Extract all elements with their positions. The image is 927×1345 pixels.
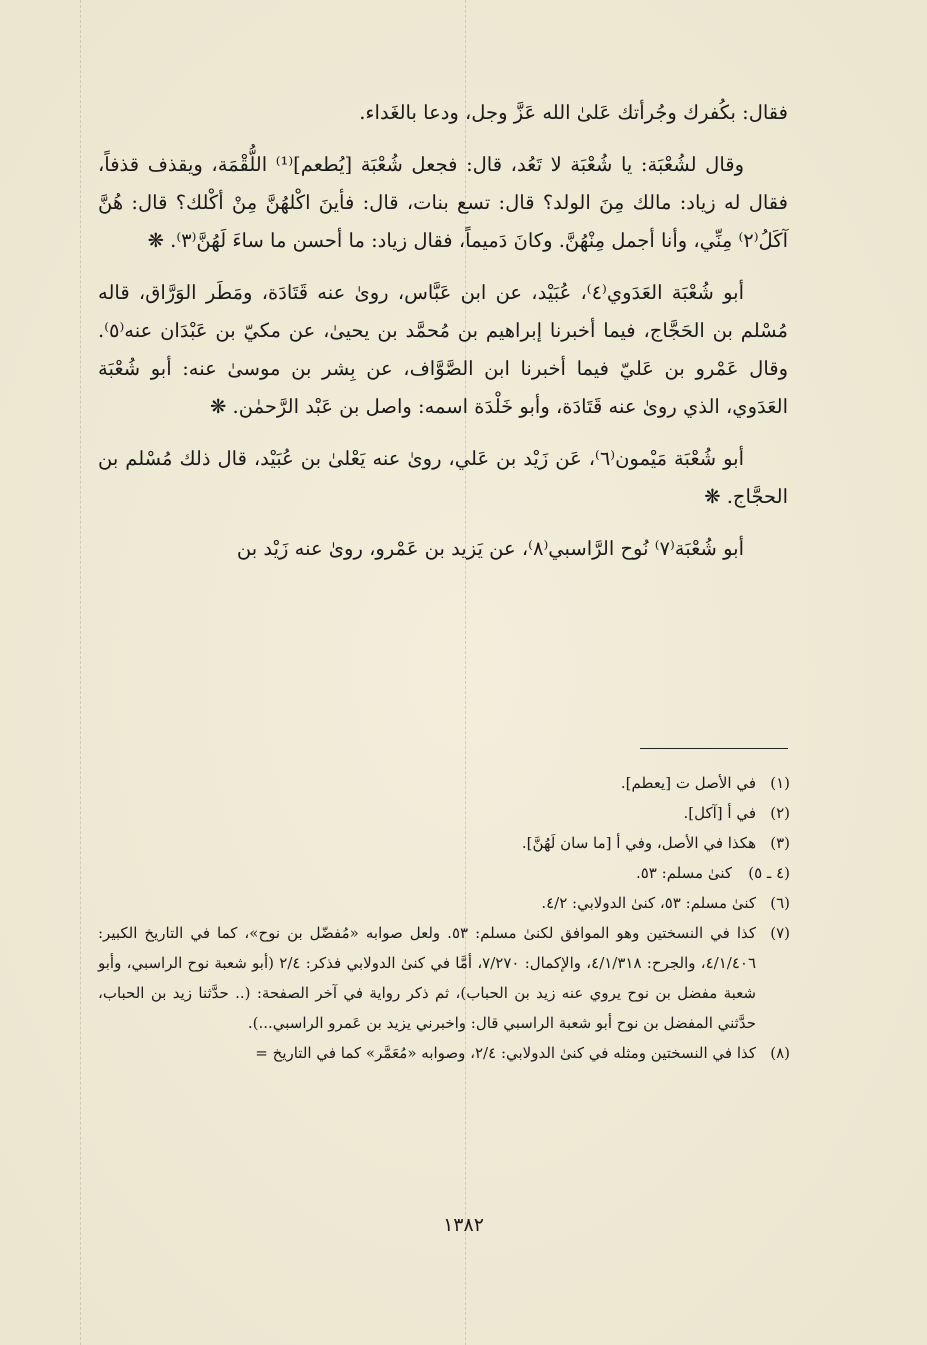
footnote-text: كذا في النسختين وهو الموافق لكنىٰ مسلم: ٥٣. ولعل صوابه «مُفضّل بن نوح»، كما في التاريخ الكبير: ٤/١/٤٠٦، والجرح: ٤/١/٣١٨، والإكمال: ٧/٢٧٠، أمَّا في كنىٰ الدولابي فذكر: ٢/٤ (أبو شعبة نوح الراسبي، وأبو شعبة مفضل بن نوح يروي عنه زيد بن الحباب)، ثم ذكر رواية في آخر الصفحة: (.. حدَّثنا زيد بن الحباب، حدَّثني المفضل بن نوح أبو شعبة الراسبي قال: واخبرني يزيد بن عَمرو الراسبي...).: [98, 924, 757, 1032]
paragraph-5: أبو شُعْبَة⁽٧⁾ نُوح الرَّاسبي⁽٨⁾، عن يَزيد بن عَمْرو، روىٰ عنه زَيْد بن: [236, 537, 744, 560]
footnote-1: [98, 768, 790, 798]
footnote-text: كنىٰ مسلم: ٥٣، كنىٰ الدولابي: ٤/٢.: [541, 894, 756, 912]
fold-line-left: [80, 0, 81, 1345]
paragraph-3: أبو شُعْبَة العَدَوي⁽٤⁾، عُبَيْد، عن ابن عَبَّاس، روىٰ عنه قَتَادَة، ومَطَر الوَرَّاق، قاله مُسْلم بن الحَجَّاج، فيما أخبرنا إبراهيم بن مُحمَّد بن يحيىٰ، عن مكيّ بن عَبْدَان عنه⁽٥⁾. وقال عَمْرو بن عَليّ فيما أخبرنا ابن الصَّوَّاف، عن بِشر بن موسىٰ عنه: أبو شُعْبَة العَدَوي، الذي روىٰ عنه قَتَادَة، وأبو خَلْدَة اسمه: واصل بن عَبْد الرَّحمٰن. ❋: [98, 281, 788, 418]
footnote-number: (٤ ـ ٥): [748, 864, 790, 882]
footnote-text: كذا في النسختين ومثله في كنىٰ الدولابي: ٢/٤، وصوابه «مُعَمَّر» كما في التاريخ =: [255, 1044, 756, 1062]
footnote-separator: [640, 748, 788, 749]
footnote-6: [98, 888, 790, 918]
footnote-7: [98, 918, 790, 1038]
footnote-number: (٧): [770, 924, 790, 942]
paragraph-2: وقال لشُعْبَة: يا شُعْبَة لا تَعُد، قال: فجعل شُعْبَة [يُطعم]⁽¹⁾ اللُّقْمَة، ويقذف قذفاً، فقال له زياد: مالك مِنَ الولد؟ قال: تسع بنات، قال: فأينَ اكْلهُنَّ مِنْ أكْلك؟ قال: هُنَّ آكَلُ⁽٢⁾ مِنِّي، وأنا أجمل مِنْهُنَّ. وكانَ دَميماً، فقال زياد: ما أحسن ما ساءَ لَهُنَّ⁽٣⁾. ❋: [98, 153, 788, 252]
footnote-number: (٨): [770, 1044, 790, 1062]
page-number: ١٣٨٢: [443, 1214, 484, 1236]
paragraph-4: أبو شُعْبَة مَيْمون⁽٦⁾، عَن زَيْد بن عَلي، روىٰ عنه يَعْلىٰ بن عُبَيْد، قال ذلك مُسْلم بن الحجَّاج. ❋: [98, 447, 788, 508]
footnotes: [98, 768, 790, 1068]
footnote-number: (٣): [770, 834, 790, 852]
paragraph-1: فقال: بكُفرك وجُرأتك عَلىٰ الله عَزَّ وجل، ودعا بالغَداء.: [359, 101, 788, 124]
footnote-number: (١): [770, 774, 790, 792]
footnote-number: (٢): [770, 804, 790, 822]
footnote-text: كنىٰ مسلم: ٥٣.: [635, 864, 732, 882]
main-text: [98, 94, 788, 582]
footnote-number: (٦): [770, 894, 790, 912]
footnote-text: هكذا في الأصل، وفي أ [ما سان لَهُنَّ].: [521, 834, 756, 852]
footnote-4-5: [98, 858, 790, 888]
footnote-text: في الأصل ت [يعطم].: [620, 774, 756, 792]
footnote-8: [98, 1038, 790, 1068]
footnote-2: [98, 798, 790, 828]
footnote-3: [98, 828, 790, 858]
footnote-text: في أ [آكل].: [683, 804, 756, 822]
